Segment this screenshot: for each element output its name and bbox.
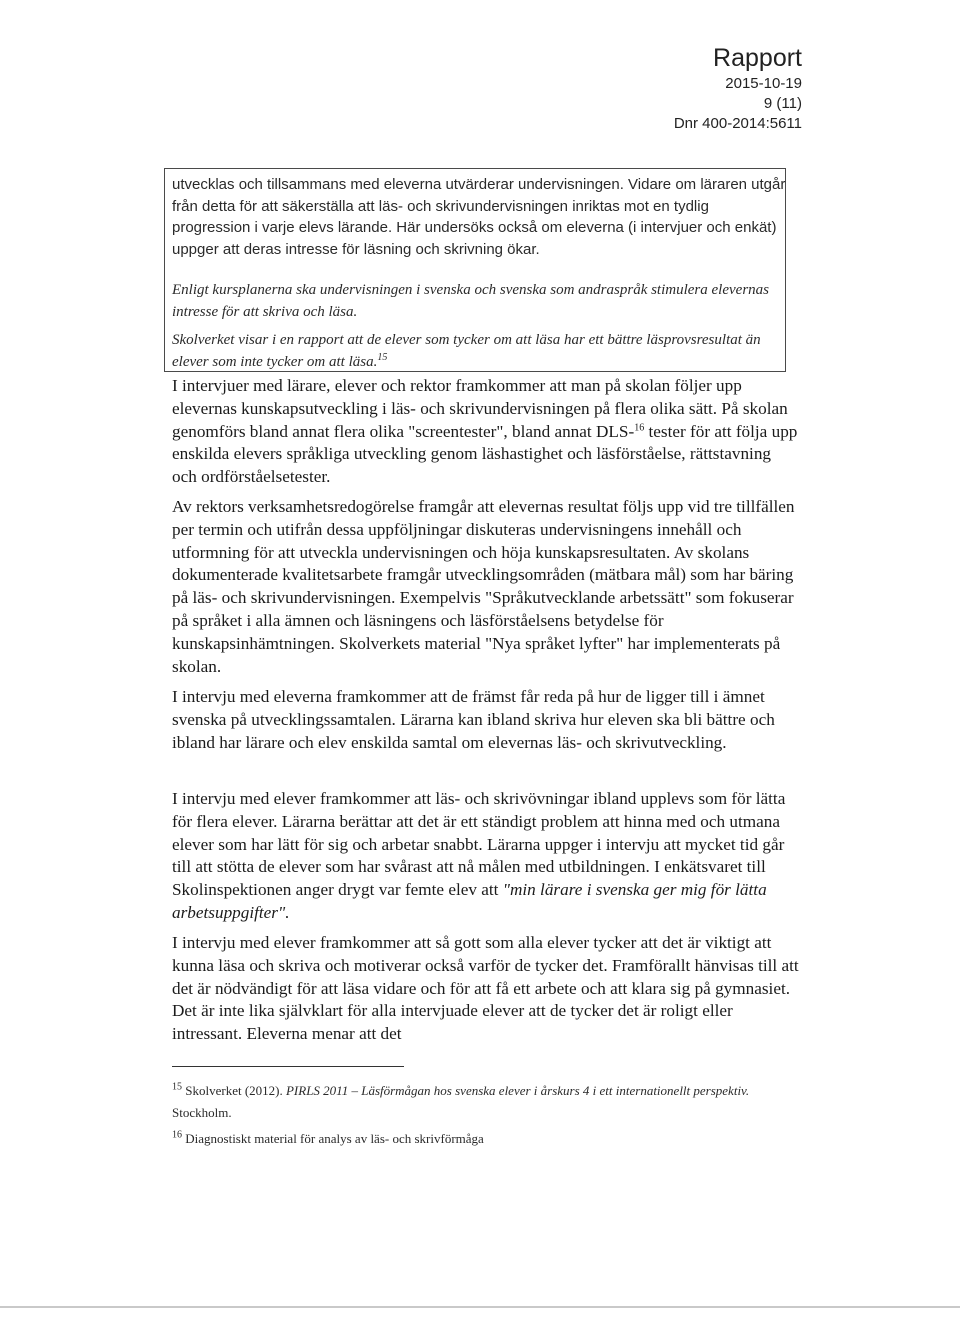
- footnote-ref-16: 16: [634, 421, 645, 433]
- info-box-paragraph: utvecklas och tillsammans med eleverna utvärderar undervisningen. Vidare om läraren utgår från detta för att säkerställa att läs- och skrivundervisningen inriktas mot en tydlig progression i varje elevs lärande. Här undersöks också om eleverna (i intervjuer och enkät) uppger att deras intresse för läsning och skrivning ökar.: [172, 176, 786, 258]
- body-paragraph-2: Av rektors verksamhetsredogörelse framgår att elevernas resultat följs upp vid tre tillfällen per termin och utifrån dessa uppföljningar diskuteras undervisningens innehåll och utformning för att utveckla undervisningen och höja kunskapsresultaten. Av skolans dokumenterade kvalitetsarbete framgår utvecklingsområden (mätbara mål) som har bäring på läs- och skrivundervisningen. Exempelvis "Språkutvecklande arbetssätt" som fokuserar på språket i alla ämnen och läsningens och läsförståelsens betydelse för kunskapsinhämtningen. Skolverkets material "Nya språket lyfter" har implementerats på skolan.: [172, 497, 795, 676]
- body-paragraph-4: [172, 788, 800, 925]
- body-paragraph-1: [172, 375, 800, 489]
- body-paragraph-1-text-b: tester för att följa upp enskilda elevers språkliga utveckling genom läshastighet och läsförståelse, rättstavning och ordförståelsetester.: [172, 421, 798, 487]
- footnote-16: [172, 1128, 797, 1150]
- report-title: Rapport: [713, 44, 802, 72]
- info-box-curriculum-quote: Enligt kursplanerna ska undervisningen i svenska och svenska som andraspråk stimulera elevernas intresse för att skriva och läsa.: [172, 282, 769, 320]
- scan-edge-line: [0, 1306, 960, 1308]
- footnote-separator: [172, 1066, 404, 1067]
- footnote-16-text: Diagnostiskt material för analys av läs- och skrivförmåga: [185, 1131, 484, 1146]
- info-box-skolverket-quote: [172, 330, 788, 373]
- footnote-15-place: Stockholm.: [172, 1105, 232, 1120]
- skolverket-quote-text: Skolverket visar i en rapport att de elever som tycker om att läsa har ett bättre läsprovsresultat än elever som inte tycker om att läsa.: [172, 332, 761, 370]
- body-paragraph-3: I intervju med eleverna framkommer att de främst får reda på hur de ligger till i ämnet svenska på utvecklingssamtalen. Lärarna kan ibland skriva hur eleven ska bli bättre och ibland har lärare och elev enskilda samtal om elevernas läs- och skrivutveckling.: [172, 687, 775, 752]
- footnote-15-source: Skolverket (2012).: [185, 1083, 286, 1098]
- footnote-16-number: 16: [172, 1129, 182, 1141]
- footnote-15-number: 15: [172, 1081, 182, 1093]
- page-header: [674, 42, 802, 134]
- body-paragraph-1-text-a: I intervjuer med lärare, elever och rektor framkommer att man på skolan följer upp elevernas kunskapsutveckling i läs- och skrivundervisningen på flera olika sätt. På skolan genomförs bland annat flera olika "screentester", bland annat DLS-: [172, 376, 788, 441]
- body-paragraph-4-text: I intervju med elever framkommer att läs- och skrivövningar ibland upplevs som för lätta för flera elever. Lärarna berättar att det är ett ständigt problem att hinna med och utmana elever som har lätt för sig och arbetar snabbt. Lärarna uppger i intervju att mycket tid går till att stötta de elever som har svårast att nå målen med utbildningen. I enkätsvaret till Skolinspektionen anger drygt var femte elev att: [172, 789, 786, 900]
- student-survey-quote: "min lärare i svenska ger mig för lätta arbetsuppgifter".: [172, 880, 767, 922]
- page-number: 9 (11): [763, 95, 802, 112]
- report-date: 2015-10-19: [725, 75, 802, 92]
- footnote-15: [172, 1080, 797, 1124]
- registration-number: Dnr 400-2014:5611: [673, 115, 802, 132]
- footnote-ref-15: 15: [377, 351, 388, 363]
- footnote-15-title: PIRLS 2011 – Läsförmågan hos svenska elever i årskurs 4 i ett internationellt perspektiv.: [285, 1083, 750, 1098]
- body-paragraph-5: I intervju med elever framkommer att så gott som alla elever tycker att det är viktigt att kunna läsa och skriva och motiverar också varför de tycker det. Framförallt hänvisas till att det är nödvändigt för att läsa vidare och för att få ett arbete och att klara sig på gymnasiet. Det är inte lika självklart för alla intervjuade elever att de tycker det är roligt eller intressant. Eleverna menar att det: [172, 933, 799, 1044]
